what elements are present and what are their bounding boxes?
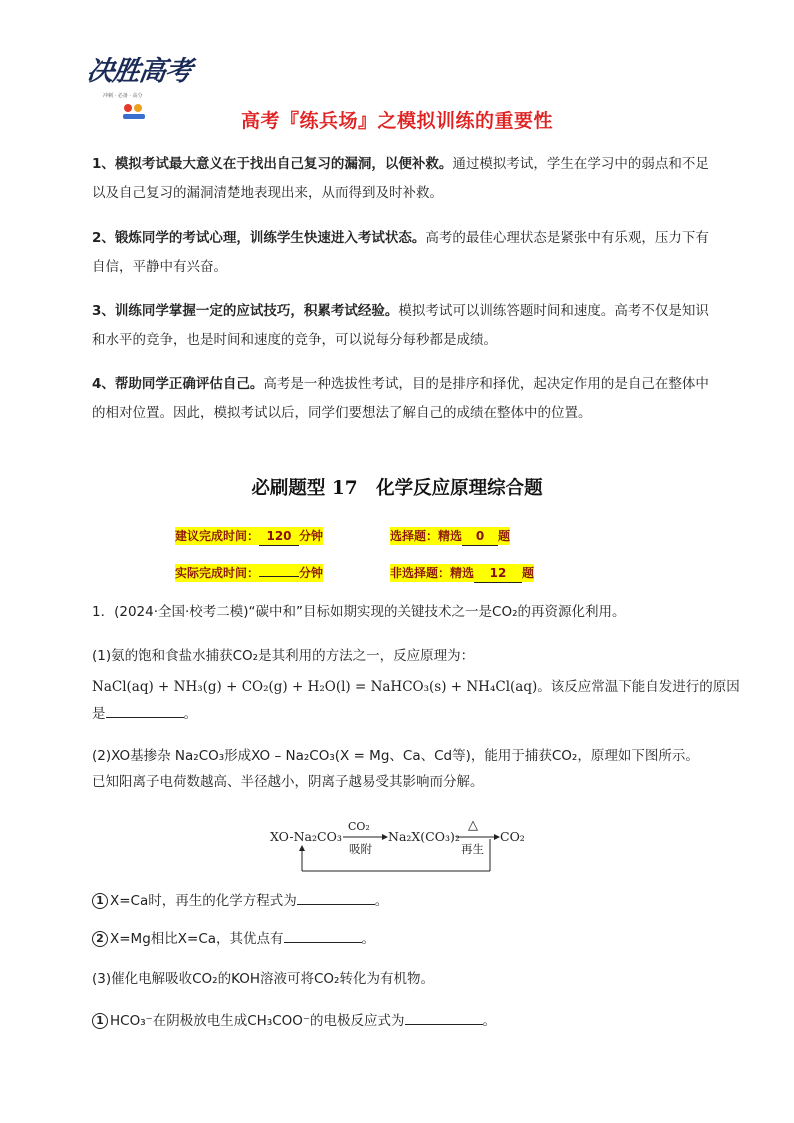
diagram-left-species: XO-Na₂CO₃ [270, 829, 342, 844]
point-2-text: 高考的最佳心理状态是紧张中有乐观，压力下有自信，平静中有兴奋。 [92, 230, 709, 275]
point-3 [92, 297, 712, 355]
answer-blank-2[interactable] [297, 890, 375, 905]
subquestion-2 [92, 928, 375, 950]
answer-prefix: 是 [92, 706, 106, 722]
question-part-2: (2)XO基掺杂 Na₂CO₃形成XO – Na₂CO₃(X = Mg、Ca、Cd等)，能用于捕获CO₂，原理如下图所示。 [92, 748, 699, 764]
question-part-3: (3)催化电解吸收CO₂的KOH溶液可将CO₂转化为有机物。 [92, 971, 434, 987]
choice-count-unit: 题 [498, 529, 511, 543]
point-4-lead: 4、帮助同学正确评估自己。 [92, 376, 264, 392]
actual-time [175, 564, 323, 582]
nonchoice-count-unit: 题 [522, 566, 535, 580]
logo-text: 决胜高考 [84, 56, 194, 87]
period-mark: 。 [361, 931, 376, 947]
diagram-middle-species: Na₂X(CO₃)₂ [388, 829, 460, 844]
arrow-1-top-label: CO₂ [348, 820, 370, 833]
answer-blank-1[interactable] [106, 703, 184, 718]
point-4-text: 高考是一种选拔性考试，目的是排序和择优，起决定作用的是自己在整体中的相对位置。因此，模拟考试以后，同学们要想法了解自己的成绩在整体中的位置。 [92, 376, 709, 421]
point-1-lead: 1、模拟考试最大意义在于找出自己复习的漏洞，以便补救。 [92, 156, 453, 172]
circled-number-1: 1 [92, 893, 108, 909]
suggested-time-unit: 分钟 [299, 529, 324, 543]
actual-time-label: 实际完成时间： [175, 566, 260, 580]
suggested-time [175, 527, 323, 545]
subquestion-3 [92, 1010, 496, 1032]
arrow-2-top-label: △ [468, 818, 478, 833]
suggested-time-value: 120 [259, 527, 299, 546]
question-part-1-answer [92, 703, 197, 725]
circled-number-2: 2 [92, 931, 108, 947]
subquestion-2-text: X=Mg相比X=Ca，其优点有 [110, 931, 284, 947]
reaction-cycle-diagram [260, 808, 540, 878]
page-title: 高考『练兵场』之模拟训练的重要性 [240, 110, 553, 132]
period-mark: 。 [374, 893, 389, 909]
point-2 [92, 224, 712, 282]
actual-time-value[interactable] [259, 576, 299, 577]
subquestion-1-text: X=Ca时，再生的化学方程式为 [110, 893, 297, 909]
arrow-1-bottom-label: 吸附 [349, 842, 372, 856]
subquestion-3-text: HCO₃⁻在阴极放电生成CH₃COO⁻的电极反应式为 [110, 1013, 405, 1029]
diagram-right-species: CO₂ [500, 829, 525, 844]
reaction-equation: NaCl(aq) + NH₃(g) + CO₂(g) + H₂O(l) = NaHCO₃(s) + NH₄Cl(aq)。该反应常温下能自发进行的原因 [92, 679, 740, 695]
circled-number-3: 1 [92, 1013, 108, 1029]
period-mark: 。 [482, 1013, 497, 1029]
choice-count-value: 0 [462, 527, 498, 546]
answer-blank-4[interactable] [405, 1010, 483, 1025]
subquestion-1 [92, 890, 388, 912]
point-1 [92, 150, 712, 208]
point-3-text: 模拟考试可以训练答题时间和速度。高考不仅是知识和水平的竞争，也是时间和速度的竞争，可以说每分每秒都是成绩。 [92, 303, 709, 348]
period-mark: 。 [183, 706, 197, 722]
suggested-time-label: 建议完成时间： [175, 529, 260, 543]
nonchoice-count-value: 12 [474, 564, 522, 583]
point-1-text: 通过模拟考试，学生在学习中的弱点和不足以及自己复习的漏洞清楚地表现出来，从而得到及时补救。 [92, 156, 709, 201]
question-part-2-note: 已知阳离子电荷数越高、半径越小，阴离子越易受其影响而分解。 [92, 774, 484, 790]
logo-subtext: 冲刺 · 必备 · 高分 [103, 93, 143, 99]
answer-blank-3[interactable] [284, 928, 362, 943]
point-4 [92, 370, 712, 428]
point-2-lead: 2、锻炼同学的考试心理，训练学生快速进入考试状态。 [92, 230, 426, 246]
question-intro: 1．(2024·全国·校考二模)“碳中和”目标如期实现的关键技术之一是CO₂的再资源化利用。 [92, 604, 626, 620]
nonchoice-count [390, 564, 534, 582]
choice-count [390, 527, 510, 545]
question-part-1: (1)氨的饱和食盐水捕获CO₂是其利用的方法之一，反应原理为： [92, 648, 475, 664]
section-title: 必刷题型 17 化学反应原理综合题 [251, 478, 543, 499]
arrow-2-bottom-label: 再生 [461, 842, 484, 856]
nonchoice-count-label: 非选择题：精选 [390, 566, 475, 580]
choice-count-label: 选择题：精选 [390, 529, 463, 543]
point-3-lead: 3、训练同学掌握一定的应试技巧，积累考试经验。 [92, 303, 399, 319]
actual-time-unit: 分钟 [299, 566, 324, 580]
